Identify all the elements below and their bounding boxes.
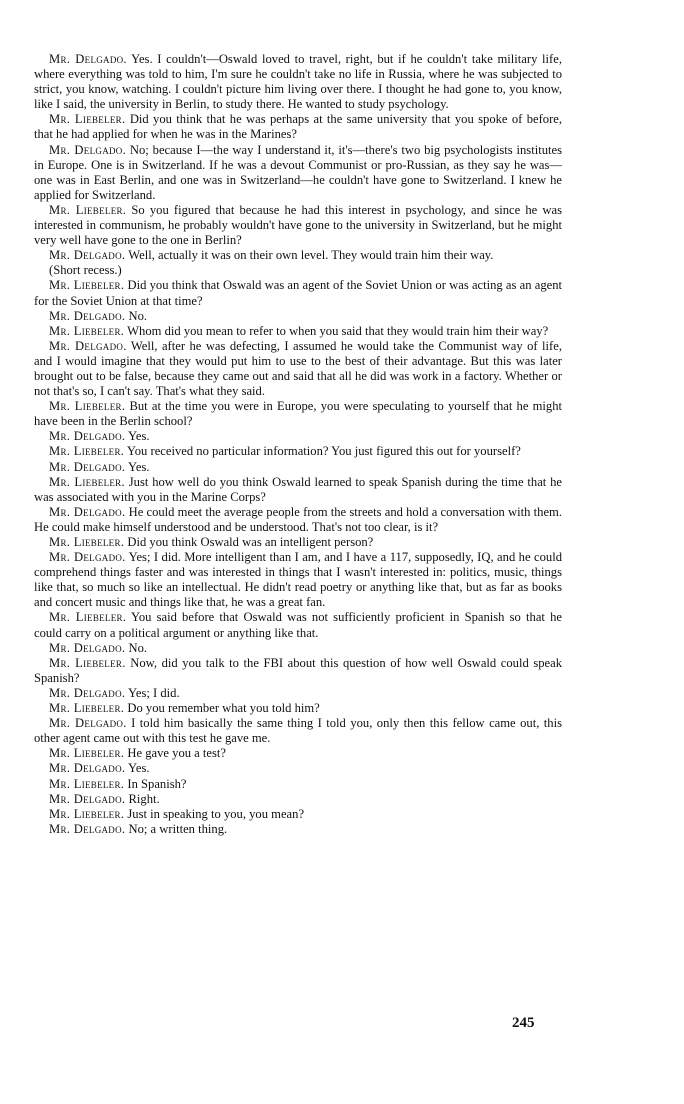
testimony-paragraph [34,475,562,505]
testimony-paragraph [34,535,562,550]
testimony-paragraph [34,777,562,792]
testimony-paragraph [34,807,562,822]
speech-text: In Spanish? [127,776,187,791]
speaker-name: Mr. Delgado. [49,685,126,700]
speech-text: Yes; I did. More intelligent than I am, and I have a 117, supposedly, IQ, and he could comprehend things faster and was interested in things that I wasn't interested in: politics, music, things like that, so much so like an intellectual. He didn't read poetry or anything like that, but as far as books and concert music and things like that, he was a great fan. [34,550,562,610]
testimony-paragraph [34,399,562,429]
speech-text: Whom did you mean to refer to when you said that they would train him their way? [127,323,549,338]
speech-text: But at the time you were in Europe, you were speculating to yourself that he might have been in the Berlin school? [34,399,563,429]
speech-text: Well, actually it was on their own level. They would train him their way. [128,248,494,263]
speech-text: Did you think that Oswald was an agent of the Soviet Union or was acting as an agent for the Soviet Union at that time? [34,278,563,308]
speech-text: Well, after he was defecting, I assumed he would take the Communist way of life, and I would imagine that they would put him to use to the best of their advantage. But this was later brought out to be false, because they came out and said that all he did was work in a factory. Whether or not that's so, I can't say. That's what they said. [34,338,562,399]
speech-text: You received no particular information? You just figured this out for yourself? [126,444,521,459]
speaker-name: Mr. Liebeler. [49,112,126,127]
speech-text: Yes. I couldn't—Oswald loved to travel, right, but if he couldn't take military life, where everything was told to him, I'm sure he couldn't take no life in Russia, where he was subjected to strict, you know, watching. I couldn't picture him living over there. I thought he had gone to, you know, like I said, the university in Berlin, to study there. He wanted to study psychology. [34,52,562,112]
speech-text: No; because I—the way I understand it, it's—there's two big psychologists institutes in Europe. One is in Switzerland. If he was a devout Communist or pro-Russian, as they say he was—one was in East Berlin, and one was in Switzerland—he couldn't have gone to Switzerland. I knew he applied for Switzerland. [34,142,562,202]
speaker-name: Mr. Delgado. [49,716,127,731]
speaker-name: Mr. Liebeler. [49,701,125,716]
transcript-body [34,52,562,837]
testimony-paragraph [34,761,562,776]
speaker-name: Mr. Liebeler. [49,806,125,821]
page-number: 245 [512,1015,535,1031]
speaker-name: Mr. Delgado. [49,761,126,776]
speech-text: Now, did you talk to the FBI about this question of how well Oswald could speak Spanish? [34,655,562,685]
speech-text: No. [128,308,148,323]
speaker-name: Mr. Delgado. [49,459,126,474]
testimony-paragraph [34,429,562,444]
speaker-name: Mr. Delgado. [49,142,127,157]
speaker-name: Mr. Delgado. [49,248,126,263]
speaker-name: Mr. Liebeler. [49,535,125,549]
speaker-name: Mr. Liebeler. [49,323,125,338]
speaker-name: Mr. Liebeler. [49,474,125,489]
testimony-paragraph [34,112,562,142]
speaker-name: Mr. Liebeler. [49,202,127,217]
speaker-name: Mr. Liebeler. [49,746,125,761]
speech-text: Just how well do you think Oswald learned to speak Spanish during the time that he was associated with you in the Marine Corps? [34,474,563,504]
testimony-paragraph [34,701,562,716]
speaker-name: Mr. Delgado. [49,338,127,353]
testimony-paragraph [34,248,562,263]
testimony-paragraph [34,550,562,610]
testimony-paragraph [34,792,562,807]
speech-text: No. [128,640,148,655]
speech-text: He gave you a test? [127,746,227,761]
testimony-paragraph [34,143,562,203]
speaker-name: Mr. Liebeler. [49,278,125,293]
speaker-name: Mr. Delgado. [49,308,126,323]
speaker-name: Mr. Delgado. [49,429,126,444]
testimony-paragraph [34,746,562,761]
testimony-paragraph [34,278,562,308]
testimony-paragraph [34,339,562,399]
speech-text: Yes. [128,761,150,776]
testimony-paragraph [34,309,562,324]
speech-text: Yes; I did. [128,685,180,700]
testimony-paragraph [34,203,562,248]
testimony-paragraph [34,610,562,640]
speaker-name: Mr. Delgado. [49,52,127,66]
speaker-name: Mr. Delgado. [49,791,126,806]
speaker-name: Mr. Delgado. [49,504,126,519]
speech-text: Just in speaking to you, you mean? [127,806,305,821]
speech-text: I told him basically the same thing I told you, only then this fellow came out, this other agent came out with this test he gave me. [34,716,562,746]
speech-text: He could meet the average people from the streets and hold a conversation with them. He could make himself understood and be understood. That's not too clear, is it? [34,504,562,534]
testimony-paragraph [34,324,562,339]
testimony-paragraph [34,716,562,746]
testimony-paragraph [34,505,562,535]
speech-text: Right. [128,791,160,806]
speech-text: Yes. [128,459,150,474]
speech-text: No; a written thing. [128,821,228,836]
speech-text: You said before that Oswald was not sufficiently proficient in Spanish so that he could carry on a political argument or anything like that. [34,610,562,640]
speaker-name: Mr. Delgado. [49,640,126,655]
speech-text: Did you think that he was perhaps at the same university that you spoke of before, that he had applied for when he was in the Marines? [34,112,563,142]
speaker-name: Mr. Delgado. [49,550,126,565]
speaker-name: Mr. Liebeler. [49,610,127,625]
speech-text: So you figured that because he had this interest in psychology, and since he was interested in communism, he probably wouldn't have gone to the university in Switzerland, but he might very well have gone to the one in Berlin? [34,202,563,248]
testimony-paragraph [34,460,562,475]
speaker-name: Mr. Liebeler. [49,399,126,414]
speech-text: Yes. [128,429,150,444]
speaker-name: Mr. Liebeler. [49,444,125,459]
testimony-paragraph [34,686,562,701]
testimony-paragraph [34,641,562,656]
testimony-paragraph [34,444,562,459]
speaker-name: Mr. Delgado. [49,821,126,836]
speaker-name: Mr. Liebeler. [49,776,125,791]
testimony-paragraph [34,656,562,686]
speech-text: Do you remember what you told him? [127,701,320,716]
testimony-paragraph [34,263,562,278]
testimony-paragraph [34,52,562,112]
speaker-name: Mr. Liebeler. [49,655,126,670]
testimony-paragraph [34,822,562,837]
speech-text: Did you think Oswald was an intelligent person? [127,535,374,549]
speech-text: (Short recess.) [49,263,122,278]
